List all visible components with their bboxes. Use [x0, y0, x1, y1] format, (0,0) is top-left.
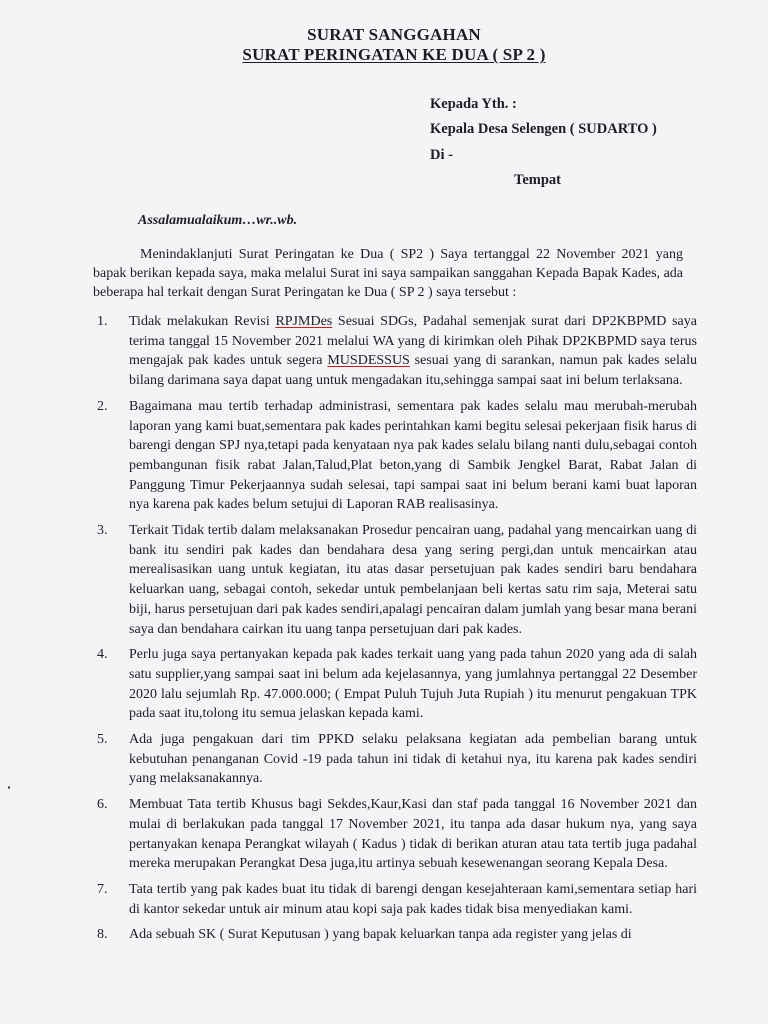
list-item-text-segment: sesuai yang di sarankan, namun pak kades selalu bilang darimana saya dapat uang untuk mengadakan itu,sehingga sampai saat ini belum terlaksana.: [129, 353, 697, 389]
list-item-text-segment: Ada sebuah SK ( Surat Keputusan ) yang bapak keluarkan tanpa ada register yang jelas di: [129, 927, 632, 943]
list-item-number: 8.: [97, 927, 108, 943]
recipient-name: Kepala Desa Selengen ( SUDARTO ): [430, 121, 657, 137]
list-item: [93, 645, 697, 724]
list-item: [93, 925, 697, 945]
spellcheck-underlined-word: MUSDESSUS: [327, 353, 410, 369]
list-item-text: [129, 925, 697, 945]
list-item: [93, 521, 697, 639]
list-item-number: 1.: [97, 314, 108, 329]
letter-subtitle: SURAT PERINGATAN KE DUA ( SP 2 ): [242, 45, 546, 64]
list-item: [93, 397, 697, 515]
list-item-text: [129, 795, 697, 874]
list-item-text: [129, 397, 697, 515]
scan-speck: [8, 786, 10, 789]
letter-title: SURAT SANGGAHAN: [307, 25, 481, 44]
recipient-location-prefix: Di -: [430, 147, 453, 163]
list-item-number: 3.: [97, 523, 108, 539]
list-item-text-segment: Perlu juga saya pertanyakan kepada pak kades terkait uang yang pada tahun 2020 yang ada di salah satu supplier,yang sampai saat ini belum ada kejelasannya, yang jumlahnya pertanggal 22 Desember 2020 lalu sejumlah Rp. 47.000.000; ( Empat Puluh Tujuh Juta Rupiah ) itu menurut pengakuan TPK pada saat itu,tolong itu semua jelaskan kepada kami.: [129, 647, 697, 722]
list-item-text: [129, 312, 697, 391]
list-item: [93, 880, 697, 919]
list-item-text: [129, 645, 697, 724]
list-item-number: 2.: [97, 398, 108, 414]
objection-list: [93, 312, 697, 951]
list-item-text-segment: Bagaimana mau tertib terhadap administrasi, sementara pak kades selalu mau merubah-merubah laporan yang kami buat,sementara pak kades perintahkan kami begitu selesai pekerjaan fisik harus di barengi dengan SPJ nya,tetapi pada kenyataan nya pak kades selalu bilang nanti dulu,sebagai contoh pembangunan fisik rabat Jalan,Talud,Plat beton,yang di Sambik Jengkel Barat, Rabat Jalan di Panggung Timur Pekerjaannya sudah selesai, tapi sampai saat ini belum berani kami buat laporan nya karena pak kades belum setujui di Laporan RAB realisasinya.: [129, 398, 697, 513]
list-item-number: 4.: [97, 647, 108, 663]
list-item-text: [129, 880, 697, 919]
intro-paragraph: Menindaklanjuti Surat Peringatan ke Dua ( SP2 ) Saya tertanggal 22 November 2021 yang bapak berikan kepada saya, maka melalui Surat ini saya sampaikan sanggahan Kepada Bapak Kades, ada beberapa hal terkait dengan Surat Peringatan ke Dua ( SP 2 ) saya tersebut :: [93, 247, 683, 300]
greeting: Assalamualaikum…wr..wb.: [138, 213, 298, 228]
list-item: [93, 312, 697, 391]
list-item-text-segment: Membuat Tata tertib Khusus bagi Sekdes,Kaur,Kasi dan staf pada tanggal 16 November 2021 dan mulai di berlakukan pada tanggal 17 November 2021, itu tanpa ada dasar hukum nya, yang saya pertanyakan kenapa Perangkat wilayah ( Kadus ) tidak di berikan aturan atau tata tertib juga padahal mereka merupakan Perangkat Desa juga,itu artinya sebuah kesewenangan seorang Kepala Desa.: [129, 797, 697, 872]
list-item-text-segment: Tidak melakukan Revisi: [129, 314, 276, 329]
list-item-text: [129, 521, 697, 639]
list-item-text-segment: Terkait Tidak tertib dalam melaksanakan Prosedur pencairan uang, padahal yang mencairkan uang di bank itu sendiri pak kades dan bendahara desa yang sering pergi,dan untuk mencairkan atau merealisasikan uang untuk kegiatan, itu atas dasar persetujuan pak kades sendiri baru bendahara keluarkan uang, sebagai contoh, sekedar untuk pembelanjaan beli kertas satu rim saja, Meterai satu biji, harus persetujuan dari pak kades sendiri,apalagi pencairan dalam jumlah yang besar mana berani saya dan bendahara cairkan itu uang tanpa persetujuan dari pak kades.: [129, 523, 697, 637]
list-item-text-segment: Sesuai SDGs, Padahal semenjak surat dari DP2KBPMD saya terima tanggal 15 November 2021 melalui WA yang di kirimkan oleh Pihak DP2KBPMD saya terus mengajak pak kades untuk segera: [129, 314, 697, 369]
list-item-number: 6.: [97, 797, 108, 813]
spellcheck-underlined-word: RPJMDes: [275, 314, 333, 329]
list-item: [93, 730, 697, 789]
recipient-location: Tempat: [514, 172, 561, 188]
list-item: [93, 795, 697, 874]
list-item-text-segment: Tata tertib yang pak kades buat itu tidak di barengi dengan kesejahteraan kami,sementara setiap hari di kantor sekedar untuk air minum atau kopi saja pak kades tidak bisa menyediakan kami.: [129, 881, 697, 917]
recipient-salutation: Kepada Yth. :: [430, 96, 517, 112]
list-item-text-segment: Ada juga pengakuan dari tim PPKD selaku pelaksana kegiatan ada pembelian barang untuk kebutuhan penanganan Covid -19 pada tahun ini tidak di ketahui nya, itu karena pak kades sendiri yang melaksanakannya.: [129, 732, 697, 787]
list-item-text: [129, 730, 697, 789]
list-item-number: 7.: [97, 881, 108, 897]
list-item-number: 5.: [97, 732, 108, 748]
